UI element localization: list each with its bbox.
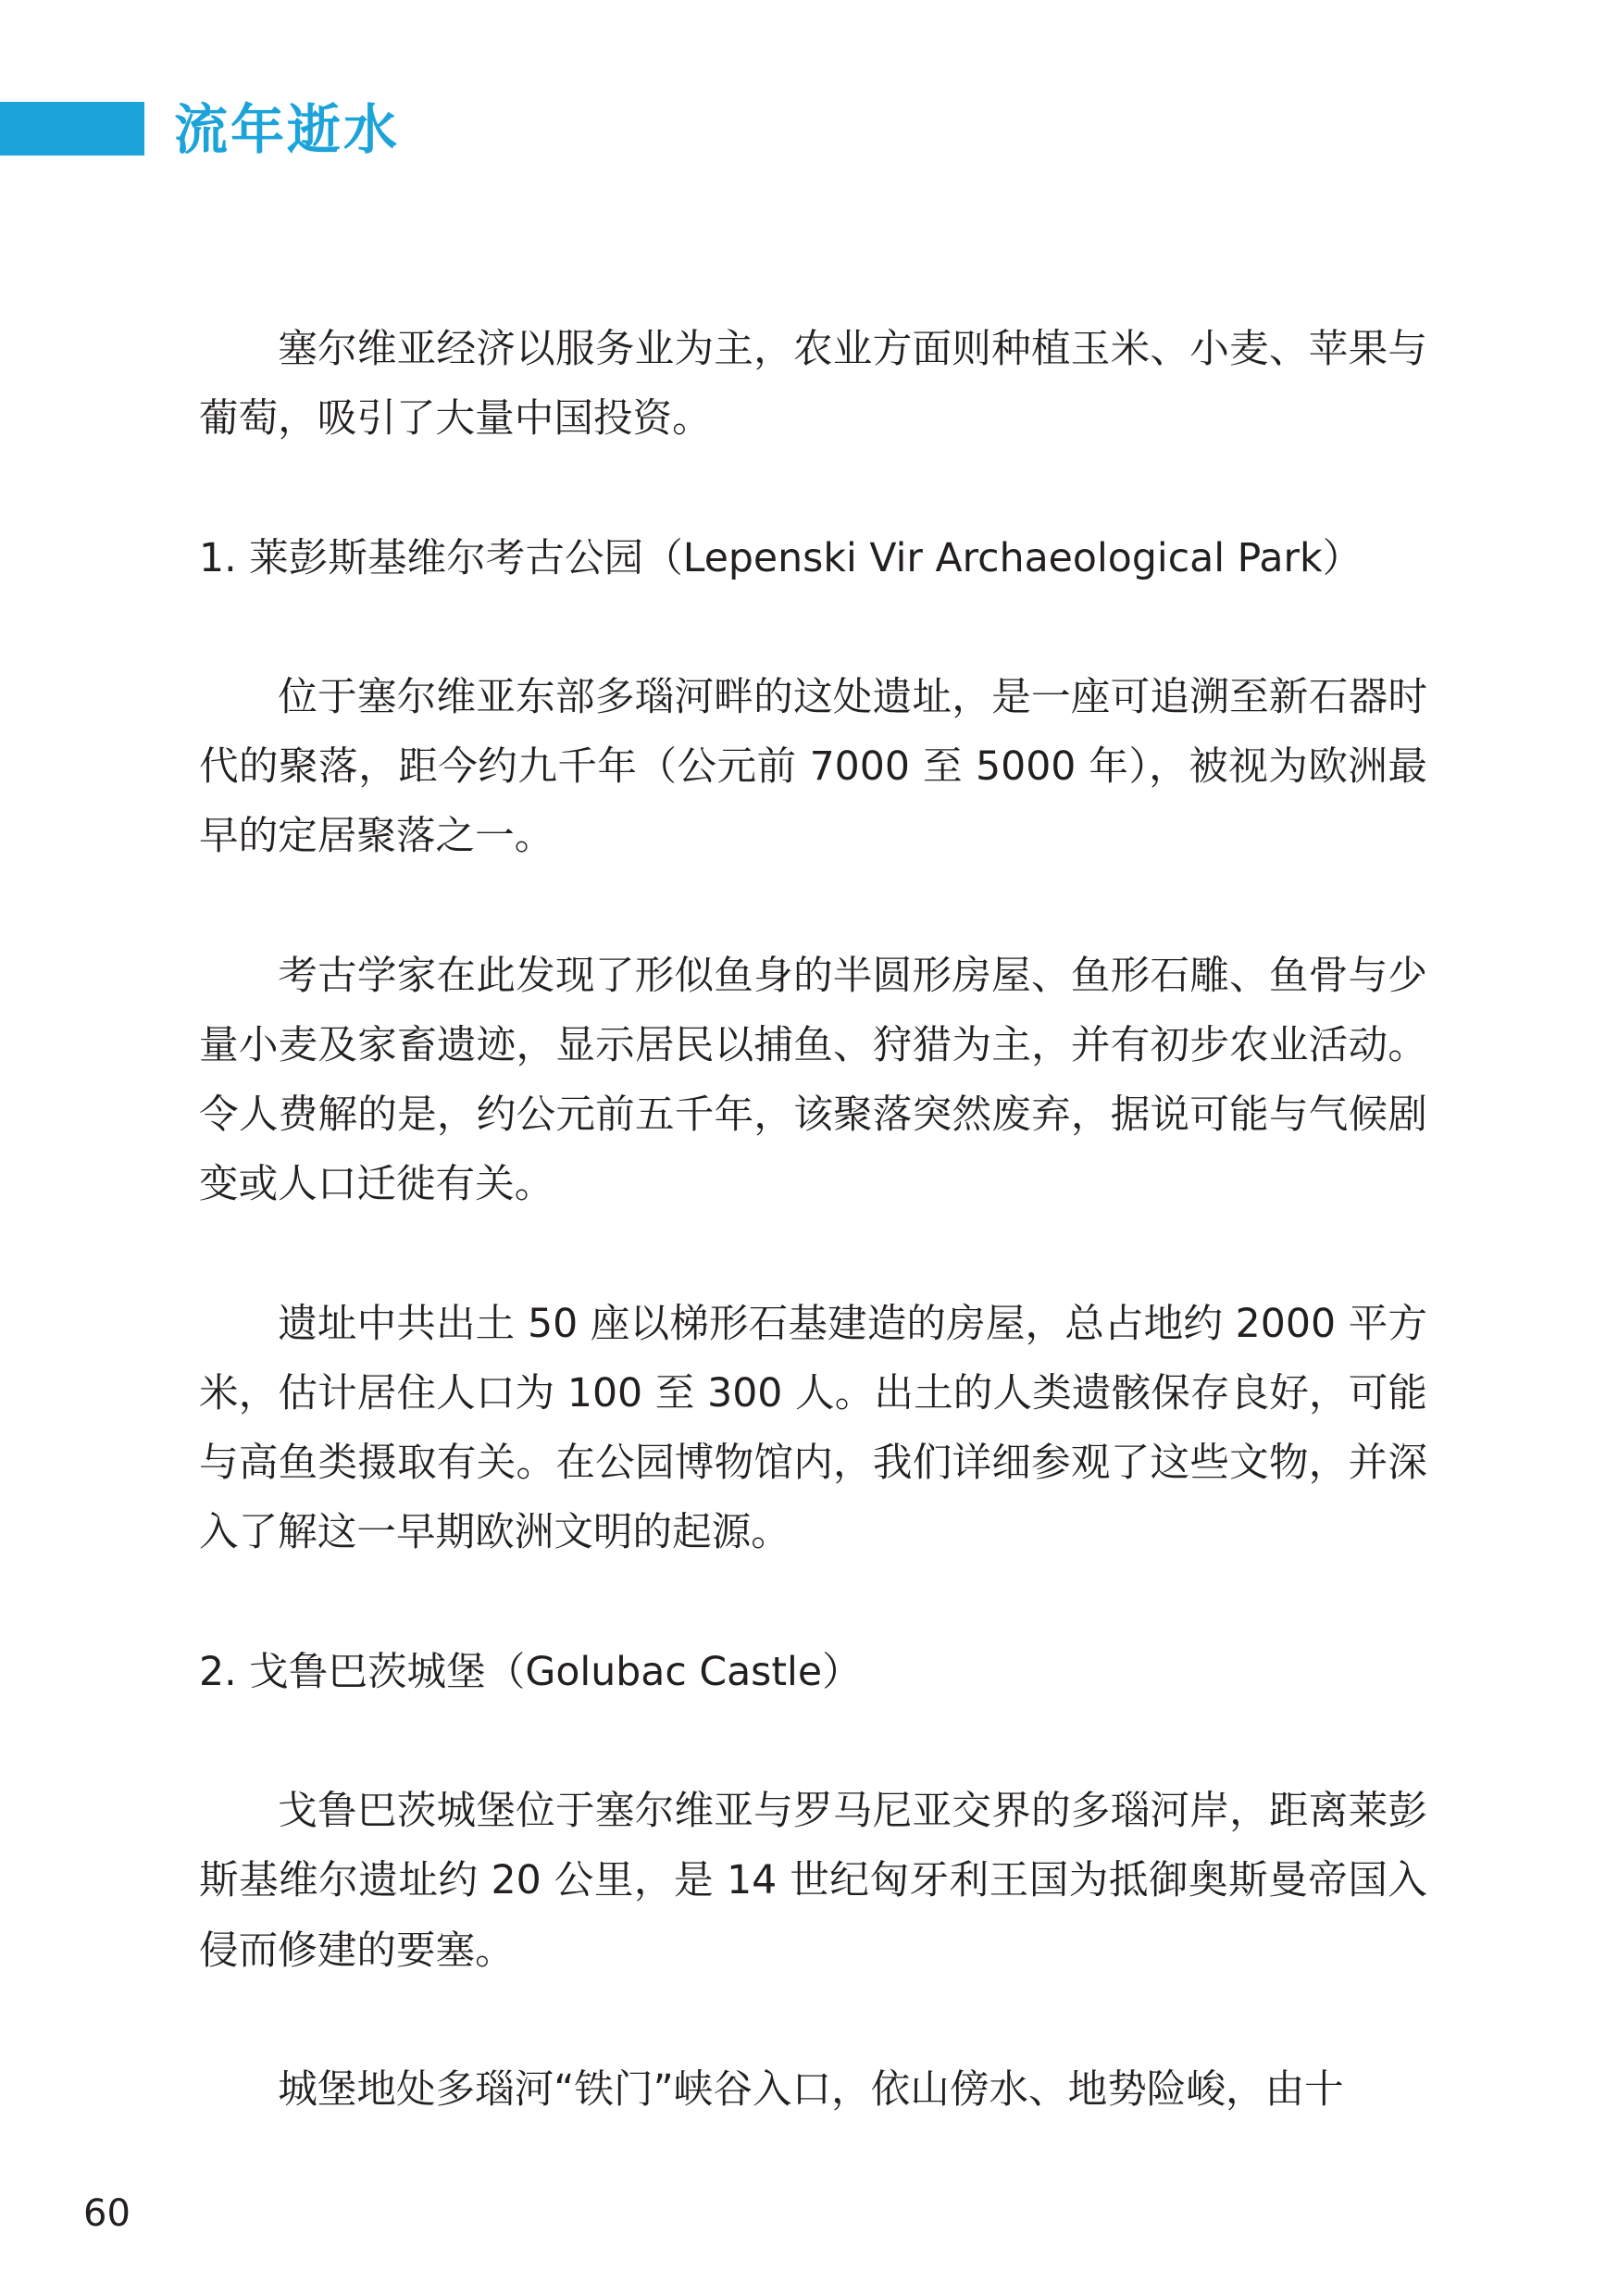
section-1-heading: 1. 莱彭斯基维尔考古公园（Lepenski Vir Archaeological Park） bbox=[199, 534, 1363, 581]
intro-paragraph: 塞尔维亚经济以服务业为主，农业方面则种植玉米、小麦、苹果与葡萄，吸引了大量中国投资。 bbox=[199, 326, 1427, 443]
section-2-paragraph-2: 城堡地处多瑙河“铁门”峡谷入口，依山傍水、地势险峻，由十 bbox=[278, 2065, 1344, 2113]
running-header-title: 流年逝水 bbox=[174, 98, 401, 161]
section-2-heading: 2. 戈鲁巴茨城堡（Golubac Castle） bbox=[199, 1648, 862, 1695]
section-1-paragraph-2: 考古学家在此发现了形似鱼身的半圆形房屋、鱼形石雕、鱼骨与少量小麦及家畜遗迹，显示居民以捕鱼、狩猎为主，并有初步农业活动。令人费解的是，约公元前五千年，该聚落突然废弃，据说可能与气候剧变或人口迁徙有关。 bbox=[199, 952, 1427, 1208]
section-1-paragraph-3: 遗址中共出土 50 座以梯形石基建造的房屋，总占地约 2000 平方米，估计居住人口为 100 至 300 人。出土的人类遗骸保存良好，可能与高鱼类摄取有关。在公园博物馆内，我们详细参观了这些文物，并深入了解这一早期欧洲文明的起源。 bbox=[199, 1300, 1427, 1556]
section-1-paragraph-1: 位于塞尔维亚东部多瑙河畔的这处遗址，是一座可追溯至新石器时代的聚落，距今约九千年（公元前 7000 至 5000 年），被视为欧洲最早的定居聚落之一。 bbox=[199, 673, 1427, 860]
header-accent-bar bbox=[0, 102, 144, 156]
section-2-paragraph-1: 戈鲁巴茨城堡位于塞尔维亚与罗马尼亚交界的多瑙河岸，距离莱彭斯基维尔遗址约 20 公里，是 14 世纪匈牙利王国为抵御奥斯曼帝国入侵而修建的要塞。 bbox=[199, 1788, 1427, 1974]
page-body bbox=[199, 315, 1427, 2125]
page-number: 60 bbox=[83, 2192, 131, 2235]
